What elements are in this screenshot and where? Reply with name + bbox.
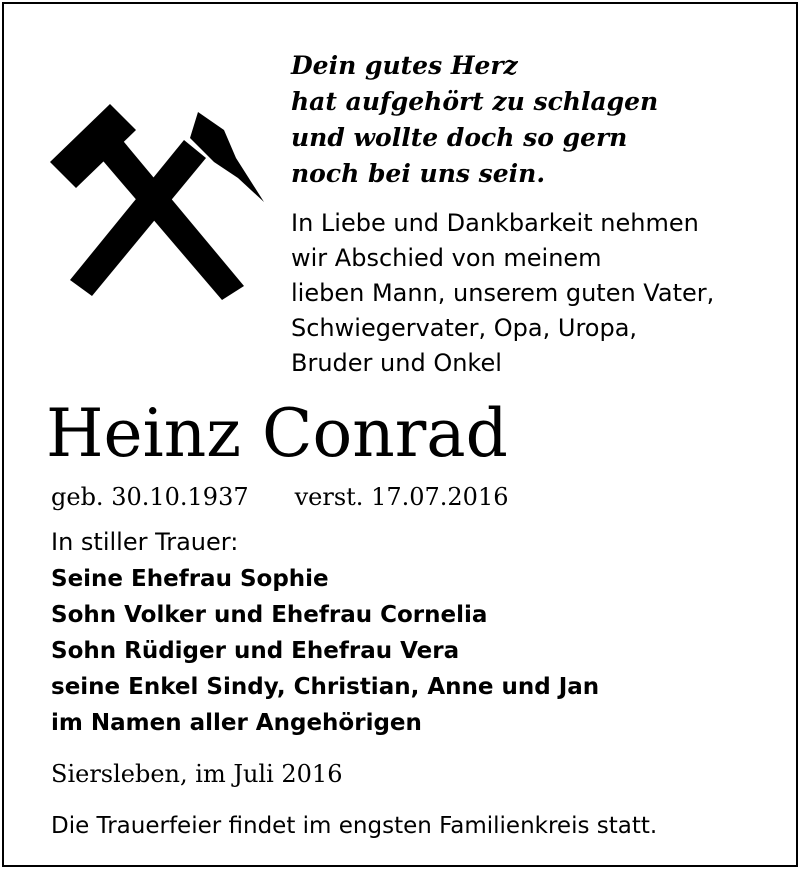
farewell-text <box>291 206 791 381</box>
farewell-line: In Liebe und Dankbarkeit nehmen <box>291 209 699 237</box>
farewell-line: wir Abschied von meinem <box>291 244 602 272</box>
mourner-entry: Sohn Volker und Ehefrau Cornelia <box>51 602 488 628</box>
deceased-name: Heinz Conrad <box>46 395 508 472</box>
mourner-entry: im Namen aller Angehörigen <box>51 710 422 736</box>
mourning-label: In stiller Trauer: <box>51 528 239 556</box>
mourner-entry: Seine Ehefrau Sophie <box>51 566 329 592</box>
farewell-line: Schwiegervater, Opa, Uropa, <box>291 314 638 342</box>
birth-date: geb. 30.10.1937 <box>51 483 249 511</box>
life-dates <box>51 480 508 514</box>
death-date: verst. 17.07.2016 <box>294 483 509 511</box>
mourners-list <box>51 561 771 741</box>
farewell-line: lieben Mann, unserem guten Vater, <box>291 279 715 307</box>
memorial-verse <box>291 48 771 192</box>
farewell-line: Bruder und Onkel <box>291 349 502 377</box>
hammer-and-pick-icon <box>48 104 266 304</box>
verse-line: Dein gutes Herz <box>291 51 518 80</box>
verse-line: und wollte doch so gern <box>291 123 628 152</box>
verse-line: hat aufgehört zu schlagen <box>291 87 659 116</box>
place-and-date: Siersleben, im Juli 2016 <box>51 760 343 788</box>
obituary-notice <box>2 2 798 867</box>
verse-line: noch bei uns sein. <box>291 159 546 188</box>
mourner-entry: seine Enkel Sindy, Christian, Anne und Jan <box>51 674 600 700</box>
funeral-note: Die Trauerfeier findet im engsten Familienkreis statt. <box>51 813 658 839</box>
mourner-entry: Sohn Rüdiger und Ehefrau Vera <box>51 638 460 664</box>
